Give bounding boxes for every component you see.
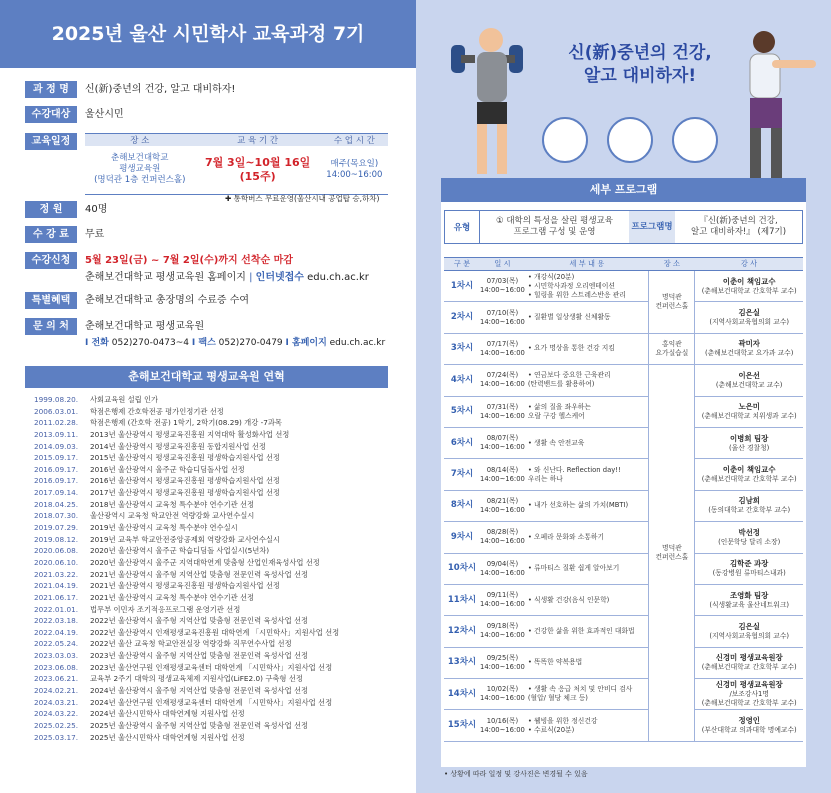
history-text: 2024년 울산시민학사 대학연계형 지원사업 선정	[90, 709, 245, 719]
session-content: • 똑똑한 약복용법	[525, 647, 649, 678]
history-date: 2020.06.08.	[34, 546, 79, 556]
history-text: 2019년 교육부 학교안전중앙공제회 역량강화 교사연수실시	[90, 534, 280, 544]
session-row	[444, 302, 803, 333]
course-row	[25, 81, 235, 98]
history-date: 1999.08.20.	[34, 395, 79, 404]
session-row	[444, 396, 803, 427]
history-item	[34, 708, 404, 720]
fee-value: 무료	[85, 229, 105, 240]
type-value: ① 대학의 특성을 살린 평생교육 프로그램 구성 및 운영	[479, 211, 629, 243]
program-header: 세 부 내 용	[525, 258, 649, 271]
session-date: 09/25(목) 14:00~16:00	[480, 647, 525, 678]
history-date: 2014.09.03.	[34, 441, 79, 451]
target-value: 울산시민	[85, 109, 124, 120]
session-number: 7차시	[444, 459, 480, 490]
session-content: • 개강식(20분) • 시민학사과정 오리엔테이션 • 힐링을 위한 스트레스반응 관리	[525, 271, 649, 302]
history-item	[34, 406, 404, 418]
history-item	[34, 417, 404, 429]
session-number: 1차시	[444, 271, 480, 302]
session-date: 08/21(목) 14:00~16:00	[480, 490, 525, 521]
apply-label: 수강신청	[25, 252, 77, 269]
session-number: 3차시	[444, 333, 480, 364]
session-date: 07/24(목) 14:00~16:00	[480, 365, 525, 396]
history-item	[34, 673, 404, 685]
session-date: 09/04(목) 14:00~16:00	[480, 553, 525, 584]
schedule-header: 수 업 시 간	[321, 134, 388, 147]
history-item	[34, 615, 404, 627]
history-item	[34, 662, 404, 674]
history-item	[34, 487, 404, 499]
session-place: 명덕관 컨퍼런스홀	[649, 271, 695, 334]
session-date: 07/17(목) 14:00~16:00	[480, 333, 525, 364]
history-item	[34, 697, 404, 709]
fee-label: 수 강 료	[25, 226, 77, 243]
history-text: 2018년 울산광역시 교육청 특수분야 연수기관 선정	[90, 499, 255, 509]
history-date: 2022.04.19.	[34, 627, 79, 637]
session-row	[444, 584, 803, 615]
history-text: 2020년 울산광역시 울주군 지역대학연계 맞춤형 산업인재육성사업 선정	[90, 557, 320, 567]
session-content: • 내가 선호하는 삶의 가치(MBTI)	[525, 490, 649, 521]
session-lecturer: 김학준 과장 (동강병원 류마티스내과)	[695, 553, 803, 584]
history-item	[34, 429, 404, 441]
apply-where: 춘해보건대학교 평생교육원 홈페이지 | 인터넷접수 edu.ch.ac.kr	[85, 272, 369, 283]
apply-row	[25, 252, 369, 286]
change-note: • 상황에 따라 일정 및 강사진은 변경될 수 있음	[444, 770, 588, 778]
history-text: 2023년 울산광역시 울주형 지역산업 맞춤형 전문인력 육성사업 선정	[90, 651, 309, 661]
session-lecturer: 노은미 (춘해보건대학교 치위생과 교수)	[695, 396, 803, 427]
session-row	[444, 522, 803, 553]
session-lecturer: 박선정 (인문학당 달리 소장)	[695, 522, 803, 553]
history-item	[34, 475, 404, 487]
session-lecturer: 신경미 평생교육원장 (춘해보건대학교 간호학부 교수)	[695, 647, 803, 678]
program-table	[444, 257, 803, 742]
history-text: 2020년 울산광역시 울주군 학습디딤돌 사업실시(5년차)	[90, 546, 270, 556]
program-summary	[444, 210, 803, 244]
session-content: • 웰빙을 위한 정신건강 • 수료식(20분)	[525, 710, 649, 741]
session-number: 10차시	[444, 553, 480, 584]
history-date: 2016.09.17.	[34, 464, 79, 474]
history-date: 2023.06.21.	[34, 674, 79, 684]
history-text: 울산광역시 교육청 학교안전 역량강화 교사연수실시	[90, 511, 255, 521]
session-lecturer: 김은실 (지역사회교육협의회 교수)	[695, 302, 803, 333]
history-item	[34, 557, 404, 569]
schedule-label: 교육일정	[25, 133, 77, 150]
history-text: 사회교육원 설립 인가	[90, 395, 159, 404]
session-number: 8차시	[444, 490, 480, 521]
session-content: • 와 신난다. Reflection day!! 우리는 하나	[525, 459, 649, 490]
benefit-row	[25, 292, 249, 309]
history-date: 2015.09.17.	[34, 453, 79, 463]
contact-org: 춘해보건대학교 평생교육원	[85, 321, 205, 332]
session-lecturer: 이병희 팀장 (울산 경찰청)	[695, 427, 803, 458]
history-text: 교육부 2주기 대학의 평생교육체제 지원사업(LiFE2.0) 구축형 선정	[90, 674, 303, 684]
session-lecturer: 정영인 (부산대학교 의과대학 명예교수)	[695, 710, 803, 741]
session-number: 9차시	[444, 522, 480, 553]
history-date: 2017.09.14.	[34, 488, 79, 498]
history-text: 2022년 울산 교육청 학교안전실장 역량강화 직무연수사업 선정	[90, 639, 292, 649]
history-date: 2021.04.19.	[34, 581, 79, 591]
history-date: 2011.02.28.	[34, 418, 79, 428]
session-place: 홍익관 요가실습실	[649, 333, 695, 364]
session-content: • 삶의 질을 좌우하는 오랄 구강 헬스케어	[525, 396, 649, 427]
session-date: 08/14(목) 14:00~16:00	[480, 459, 525, 490]
session-number: 4차시	[444, 365, 480, 396]
history-item	[34, 394, 404, 406]
history-date: 2025.02.25.	[34, 720, 79, 730]
session-lecturer: 조영화 팀장 (식생활교육 울산네트워크)	[695, 584, 803, 615]
session-lecturer: 이춘이 책임교수 (춘해보건대학교 간호학부 교수)	[695, 459, 803, 490]
history-date: 2022.01.01.	[34, 604, 79, 614]
history-text: 2021년 울산광역시 평생교육진흥원 평생학습지원사업 선정	[90, 581, 280, 591]
history-item	[34, 464, 404, 476]
history-text: 2023년 울산연구원 인재평생교육센터 대학연계 「시민학사」지원사업 선정	[90, 662, 333, 672]
session-number: 5차시	[444, 396, 480, 427]
session-content: • 연금보다 중요한 근육관리 (탄력밴드를 활용하여)	[525, 365, 649, 396]
history-text: 2013년 울산광역시 평생교육진흥원 지역대학 활성화사업 선정	[90, 429, 290, 439]
session-content: • 요가 명상을 통한 건강 지킴	[525, 333, 649, 364]
history-date: 2024.03.22.	[34, 709, 79, 719]
session-number: 11차시	[444, 584, 480, 615]
history-text: 2022년 울산광역시 울주형 지역산업 맞춤형 전문인력 육성사업 선정	[90, 616, 309, 626]
session-row	[444, 679, 803, 710]
schedule-header: 장 소	[85, 134, 195, 147]
history-item	[34, 720, 404, 732]
history-date: 2024.03.21.	[34, 697, 79, 707]
history-item	[34, 510, 404, 522]
session-date: 07/03(목) 14:00~16:00	[480, 271, 525, 302]
history-date: 2023.03.03.	[34, 651, 79, 661]
history-text: 2017년 울산광역시 평생교육진흥원 평생학습지원사업 선정	[90, 488, 280, 498]
session-place: 명덕관 컨퍼런스홀	[649, 365, 695, 742]
history-date: 2006.03.01.	[34, 406, 79, 416]
session-date: 09/11(목) 14:00~16:00	[480, 584, 525, 615]
history-item	[34, 545, 404, 557]
history-date: 2019.08.12.	[34, 534, 79, 544]
page-title: 2025년 울산 시민학사 교육과정 7기	[0, 0, 416, 68]
program-header: 구 분	[444, 258, 480, 271]
history-text: 2025년 울산광역시 울주형 지역산업 맞춤형 전문인력 육성사업 선정	[90, 720, 309, 730]
history-date: 2013.09.11.	[34, 429, 79, 439]
history-item	[34, 638, 404, 650]
session-number: 2차시	[444, 302, 480, 333]
program-header: 강 사	[695, 258, 803, 271]
target-row	[25, 106, 124, 123]
session-row	[444, 616, 803, 647]
session-row	[444, 647, 803, 678]
contact-label: 문 의 처	[25, 318, 77, 335]
session-date: 07/10(목) 14:00~16:00	[480, 302, 525, 333]
history-item	[34, 499, 404, 511]
session-content: • 오페라 문화와 소통하기	[525, 522, 649, 553]
history-date: 2022.05.24.	[34, 639, 79, 649]
contact-details: I 전화 052)270-0473~4 I 팩스 052)270-0479 I 홈페이지 edu.ch.ac.kr	[85, 338, 386, 348]
session-number: 6차시	[444, 427, 480, 458]
history-item	[34, 522, 404, 534]
history-text: 2021년 울산광역시 교육청 특수분야 연수기관 선정	[90, 592, 255, 602]
session-lecturer: 김은실 (지역사회교육협의회 교수)	[695, 616, 803, 647]
session-row	[444, 333, 803, 364]
history-date: 2016.09.17.	[34, 476, 79, 486]
course-label: 과 정 명	[25, 81, 77, 98]
session-date: 10/02(목) 14:00~16:00	[480, 679, 525, 710]
session-row	[444, 490, 803, 521]
history-date: 2021.03.22.	[34, 569, 79, 579]
session-content: • 식생활 건강(음식 인문학)	[525, 584, 649, 615]
history-text: 2014년 울산광역시 평생교육진흥원 동합지원사업 선정	[90, 441, 266, 451]
program-header: 장 소	[649, 258, 695, 271]
history-item	[34, 452, 404, 464]
history-title: 춘해보건대학교 평생교육원 연혁	[25, 366, 388, 388]
session-date: 08/28(목) 14:00~16:00	[480, 522, 525, 553]
history-item	[34, 732, 404, 744]
schedule-header: 교 육 기 간	[195, 134, 321, 147]
history-text: 2016년 울산광역시 울주군 학습디딤돌사업 선정	[90, 464, 245, 474]
history-item	[34, 604, 404, 616]
session-number: 13차시	[444, 647, 480, 678]
history-date: 2020.06.10.	[34, 557, 79, 567]
history-date: 2018.07.30.	[34, 511, 79, 521]
session-number: 15차시	[444, 710, 480, 741]
session-lecturer: 김남희 (동의대학교 간호학부 교수)	[695, 490, 803, 521]
history-text: 학점은행제 간호학전공 평가인정기관 선정	[90, 406, 224, 416]
program-panel	[441, 202, 806, 767]
history-item	[34, 592, 404, 604]
history-text: 2015년 울산광역시 평생교육진흥원 평생학습지원사업 선정	[90, 453, 280, 463]
course-value: 신(新)중년의 건강, 알고 대비하자!	[85, 84, 236, 95]
session-lecturer: 곽미자 (춘해보건대학교 요가과 교수)	[695, 333, 803, 364]
session-number: 14차시	[444, 679, 480, 710]
schedule-table	[85, 133, 388, 195]
session-row	[444, 553, 803, 584]
program-name-label: 프로그램명	[629, 211, 675, 243]
history-text: 학점은행제 (간호학 전공) 1학기, 2학기(08.29) 개강 -7과목	[90, 418, 282, 428]
benefit-label: 특별혜택	[25, 292, 77, 309]
session-lecturer: 신경미 평생교육원장 /보조강사1명 (춘해보건대학교 간호학부 교수)	[695, 679, 803, 710]
schedule-place: 춘해보건대학교 평생교육원 (명덕관 1층 컨퍼런스홀)	[85, 146, 195, 194]
target-label: 수강대상	[25, 106, 77, 123]
schedule-row	[25, 133, 77, 150]
session-lecturer: 이춘이 책임교수 (춘해보건대학교 간호학부 교수)	[695, 271, 803, 302]
history-list	[34, 394, 404, 743]
history-text: 2025년 울산시민학사 대학연계형 지원사업 선정	[90, 732, 245, 742]
session-row	[444, 365, 803, 396]
body-check-icon	[672, 117, 718, 163]
shuttle-note: ✚ 통학버스 무료운영(울산시내 공업탑 승,하차)	[225, 194, 380, 203]
history-date: 2019.07.29.	[34, 523, 79, 533]
history-text: 2024년 울산광역시 울주형 지역산업 맞춤형 전문인력 육성사업 선정	[90, 686, 309, 696]
fee-row	[25, 226, 104, 243]
program-title: 세부 프로그램	[441, 178, 806, 202]
capacity-value: 40명	[85, 204, 108, 215]
apply-period: 5월 23일(금) ~ 7월 2일(수)까지 선착순 마감	[85, 255, 293, 266]
history-item	[34, 534, 404, 546]
program-name-value: 『신(新)중년의 건강, 알고 대비하자!』 (제7기)	[690, 216, 787, 237]
capacity-row	[25, 201, 107, 218]
history-text: 2021년 울산광역시 울주형 지역산업 맞춤형 전문인력 육성사업 선정	[90, 569, 309, 579]
program-header: 일 시	[480, 258, 525, 271]
history-date: 2018.04.25.	[34, 499, 79, 509]
history-date: 2023.06.08.	[34, 662, 79, 672]
history-item	[34, 441, 404, 453]
hand-care-icon	[607, 117, 653, 163]
session-row	[444, 427, 803, 458]
schedule-time: 매주(목요일) 14:00~16:00	[321, 146, 388, 194]
history-item	[34, 569, 404, 581]
history-text: 2022년 울산광역시 인재평생교육진흥원 대학연계 「시민학사」지원사업 선정	[90, 627, 340, 637]
contact-row	[25, 318, 385, 352]
session-content: • 건강한 삶을 위한 효과적인 대화법	[525, 616, 649, 647]
history-text: 법무부 이민자 조기적응프로그램 운영기관 선정	[90, 604, 241, 614]
history-date: 2022.03.18.	[34, 616, 79, 626]
history-text: 2019년 울산광역시 교육청 특수분야 연수실시	[90, 523, 238, 533]
benefit-value: 춘해보건대학교 총장명의 수료증 수여	[85, 295, 250, 306]
session-content: • 생활 속 응급 처치 및 안비디 검사 (혈압/ 혈당 체크 등)	[525, 679, 649, 710]
hero-title: 신(新)중년의 건강, 알고 대비하자!	[568, 43, 712, 86]
schedule-period: 7월 3일~10월 16일 (15주)	[195, 146, 321, 194]
session-content: • 류마티스 질환 쉽게 알아보기	[525, 553, 649, 584]
history-item	[34, 685, 404, 697]
session-date: 07/31(목) 14:00~16:00	[480, 396, 525, 427]
history-date: 2024.02.21.	[34, 686, 79, 696]
history-item	[34, 650, 404, 662]
session-date: 09/18(목) 14:00~16:00	[480, 616, 525, 647]
history-text: 2016년 울산광역시 평생교육진흥원 평생학습지원사업 선정	[90, 476, 280, 486]
history-item	[34, 627, 404, 639]
session-row	[444, 271, 803, 302]
history-date: 2025.03.17.	[34, 732, 79, 742]
session-content: • 생활 속 안전교육	[525, 427, 649, 458]
session-content: • 질환별 일상생활 신체활동	[525, 302, 649, 333]
session-row	[444, 710, 803, 741]
history-item	[34, 580, 404, 592]
capacity-label: 정 원	[25, 201, 77, 218]
medicine-icon	[542, 117, 588, 163]
session-number: 12차시	[444, 616, 480, 647]
dumbbell-man-illustration	[441, 10, 541, 190]
session-lecturer: 이은선 (춘해보건대학교 교수)	[695, 365, 803, 396]
session-date: 10/16(목) 14:00~16:00	[480, 710, 525, 741]
history-text: 2024년 울산연구원 인재평생교육센터 대학연계 「시민학사」지원사업 선정	[90, 697, 333, 707]
type-label: 유형	[453, 223, 471, 233]
history-date: 2021.06.17.	[34, 592, 79, 602]
session-row	[444, 459, 803, 490]
session-date: 08/07(목) 14:00~16:00	[480, 427, 525, 458]
